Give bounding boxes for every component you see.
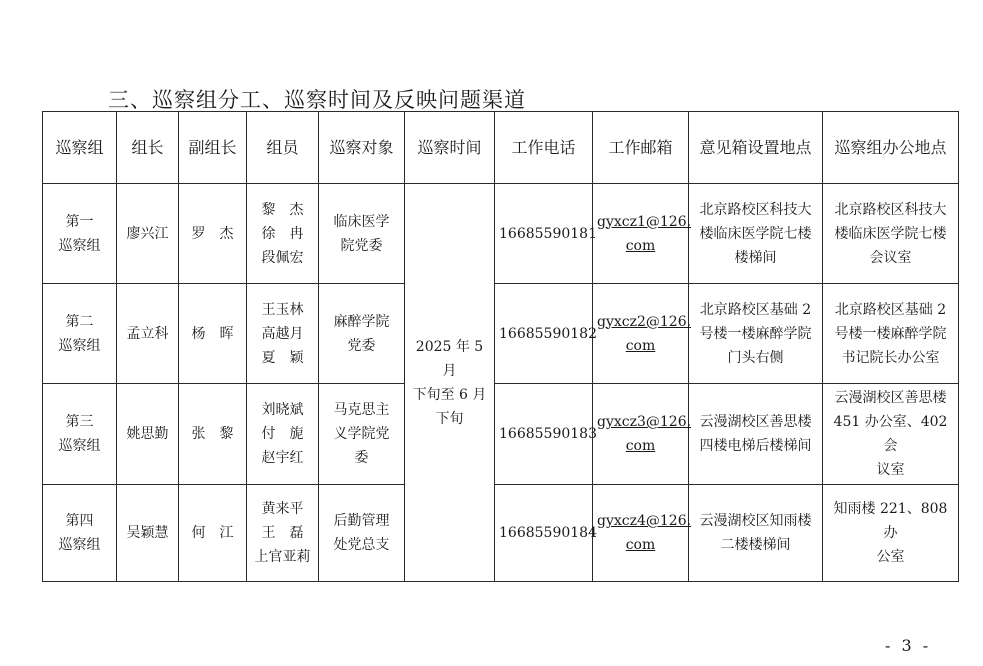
leader-cell: 廖兴江: [117, 184, 179, 284]
office-cell: 北京路校区科技大 楼临床医学院七楼 会议室: [823, 184, 959, 284]
target-cell: 麻醉学院 党委: [319, 284, 405, 384]
email-cell[interactable]: gyxcz2@126. com: [593, 284, 689, 384]
members-cell: 黎 杰 徐 冉 段佩宏: [247, 184, 319, 284]
deputy-cell: 杨 晖: [179, 284, 247, 384]
leader-cell: 孟立科: [117, 284, 179, 384]
target-cell: 临床医学 院党委: [319, 184, 405, 284]
deputy-cell: 张 黎: [179, 384, 247, 485]
header-cell: 巡察对象: [319, 112, 405, 184]
header-cell: 巡察时间: [405, 112, 495, 184]
email-cell[interactable]: gyxcz1@126. com: [593, 184, 689, 284]
members-cell: 刘晓斌 付 旎 赵宇红: [247, 384, 319, 485]
leader-cell: 吴颖慧: [117, 485, 179, 582]
phone-cell: 16685590182: [495, 284, 593, 384]
header-cell: 副组长: [179, 112, 247, 184]
phone-cell: 16685590181: [495, 184, 593, 284]
members-cell: 黄来平 王 磊 上官亚莉: [247, 485, 319, 582]
page-number: - 3 -: [885, 636, 932, 655]
group-cell: 第三 巡察组: [43, 384, 117, 485]
header-cell: 意见箱设置地点: [689, 112, 823, 184]
deputy-cell: 罗 杰: [179, 184, 247, 284]
header-cell: 工作邮箱: [593, 112, 689, 184]
office-cell: 云漫湖校区善思楼 451 办公室、402 会 议室: [823, 384, 959, 485]
phone-cell: 16685590184: [495, 485, 593, 582]
email-cell[interactable]: gyxcz4@126. com: [593, 485, 689, 582]
suggestion-box-cell: 云漫湖校区善思楼 四楼电梯后楼梯间: [689, 384, 823, 485]
header-cell: 组员: [247, 112, 319, 184]
suggestion-box-cell: 北京路校区基础 2 号楼一楼麻醉学院 门头右侧: [689, 284, 823, 384]
leader-cell: 姚思勤: [117, 384, 179, 485]
suggestion-box-cell: 北京路校区科技大 楼临床医学院七楼 楼梯间: [689, 184, 823, 284]
office-cell: 北京路校区基础 2 号楼一楼麻醉学院 书记院长办公室: [823, 284, 959, 384]
phone-cell: 16685590183: [495, 384, 593, 485]
header-cell: 巡察组: [43, 112, 117, 184]
email-cell[interactable]: gyxcz3@126. com: [593, 384, 689, 485]
header-cell: 组长: [117, 112, 179, 184]
target-cell: 马克思主 义学院党 委: [319, 384, 405, 485]
table-row: [43, 284, 959, 384]
inspection-table: [42, 111, 959, 582]
table-row: [43, 485, 959, 582]
group-cell: 第四 巡察组: [43, 485, 117, 582]
section-heading: 三、巡察组分工、巡察时间及反映问题渠道: [108, 88, 526, 112]
table-row: [43, 184, 959, 284]
group-cell: 第一 巡察组: [43, 184, 117, 284]
inspection-time-cell: 2025 年 5 月 下旬至 6 月 下旬: [405, 184, 495, 582]
header-cell: 工作电话: [495, 112, 593, 184]
deputy-cell: 何 江: [179, 485, 247, 582]
header-cell: 巡察组办公地点: [823, 112, 959, 184]
office-cell: 知雨楼 221、808 办 公室: [823, 485, 959, 582]
table-header-row: [43, 112, 959, 184]
group-cell: 第二 巡察组: [43, 284, 117, 384]
table-row: [43, 384, 959, 485]
members-cell: 王玉林 高越月 夏 颖: [247, 284, 319, 384]
target-cell: 后勤管理 处党总支: [319, 485, 405, 582]
suggestion-box-cell: 云漫湖校区知雨楼 二楼楼梯间: [689, 485, 823, 582]
